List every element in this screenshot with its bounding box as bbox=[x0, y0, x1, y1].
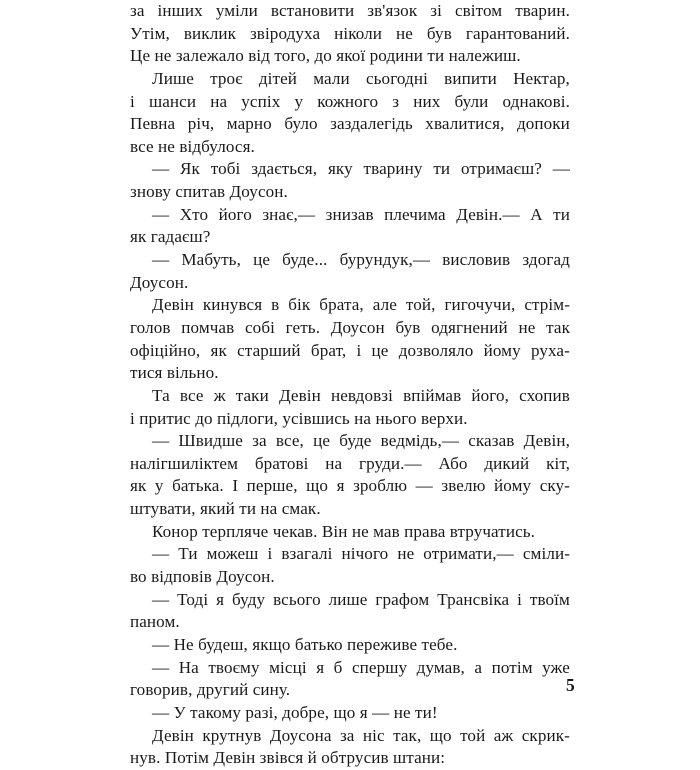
paragraph bbox=[130, 725, 570, 770]
paragraph bbox=[130, 702, 570, 725]
paragraph bbox=[130, 521, 570, 544]
text-line: Утім, виклик звіродуха ніколи не був гарантований. bbox=[130, 23, 570, 43]
text-line: — Не будеш, якщо батько переживе тебе. bbox=[152, 634, 458, 654]
paragraph bbox=[130, 657, 570, 702]
text-line: Та все ж таки Девін невдовзі впіймав його, схопив bbox=[152, 385, 570, 405]
text-line: — На твоєму місці я б спершу думав, а потім уже bbox=[152, 657, 570, 677]
text-line: налігшиліктем братові на груди.— Або дикий кіт, bbox=[130, 453, 570, 473]
paragraph bbox=[130, 385, 570, 430]
paragraph bbox=[130, 204, 570, 249]
paragraph bbox=[130, 589, 570, 634]
text-line: Девін крутнув Доусона за ніс так, що той аж скрик- bbox=[152, 725, 570, 745]
paragraph bbox=[130, 543, 570, 588]
text-line: — Мабуть, це буде... бурундук,— висловив здогад bbox=[152, 250, 570, 270]
text-line: Доусон. bbox=[130, 272, 189, 292]
text-line: і шанси на успіх у кожного з них були однакові. bbox=[130, 91, 570, 111]
paragraph bbox=[130, 294, 570, 385]
text-line: — Тоді я буду всього лише графом Трансвіка і твоїм bbox=[152, 589, 570, 609]
text-line: — Ти можеш і взагалі нічого не отримати,— сміли- bbox=[152, 544, 570, 564]
paragraph bbox=[130, 634, 570, 657]
page-text-body bbox=[130, 0, 570, 770]
text-line: і притис до підлоги, усівшись на нього верхи. bbox=[130, 408, 468, 428]
text-line: як гадаєш? bbox=[130, 227, 211, 247]
paragraph bbox=[130, 430, 570, 521]
text-line: Конор терпляче чекав. Він не мав права втручатись. bbox=[152, 521, 536, 541]
text-line: Девін кинувся в бік брата, але той, гигочучи, стрім- bbox=[152, 295, 570, 315]
page-number: 5 bbox=[566, 675, 575, 695]
text-line: офіційно, як старший брат, і це дозволяло йому руха- bbox=[130, 340, 570, 360]
text-line: Це не залежало від того, до якої родини ти належиш. bbox=[130, 46, 521, 66]
text-line: голов помчав собі геть. Доусон був одягнений не так bbox=[130, 317, 570, 337]
paragraph bbox=[130, 68, 570, 159]
text-line: як у батька. І перше, що я зроблю — звелю йому ску- bbox=[130, 476, 570, 496]
text-line: — Як тобі здається, яку тварину ти отримаєш? — bbox=[152, 159, 570, 179]
text-line: — Хто його знає,— знизав плечима Девін.— А ти bbox=[152, 204, 570, 224]
text-line: Лише троє дітей мали сьогодні випити Нектар, bbox=[152, 68, 570, 88]
text-line: знову спитав Доусон. bbox=[130, 182, 288, 202]
text-line: — У такому разі, добре, що я — не ти! bbox=[152, 702, 438, 722]
text-line: все не відбулося. bbox=[130, 136, 255, 156]
text-line: штувати, який ти на смак. bbox=[130, 499, 321, 519]
text-line: — Швидше за все, це буде ведмідь,— сказав Девін, bbox=[152, 431, 570, 451]
text-line: нув. Потім Девін звівся й обтрусив штани: bbox=[130, 748, 446, 768]
paragraph bbox=[130, 0, 570, 68]
paragraph bbox=[130, 249, 570, 294]
text-line: за інших уміли встановити зв'язок зі світом тварин. bbox=[130, 1, 570, 20]
text-line: тися вільно. bbox=[130, 363, 219, 383]
text-line: говорив, другий сину. bbox=[130, 680, 291, 700]
text-line: паном. bbox=[130, 612, 180, 632]
paragraph bbox=[130, 158, 570, 203]
text-line: во відповів Доусон. bbox=[130, 567, 275, 587]
text-line: Певна річ, марно було заздалегідь хвалитися, допоки bbox=[130, 114, 570, 134]
